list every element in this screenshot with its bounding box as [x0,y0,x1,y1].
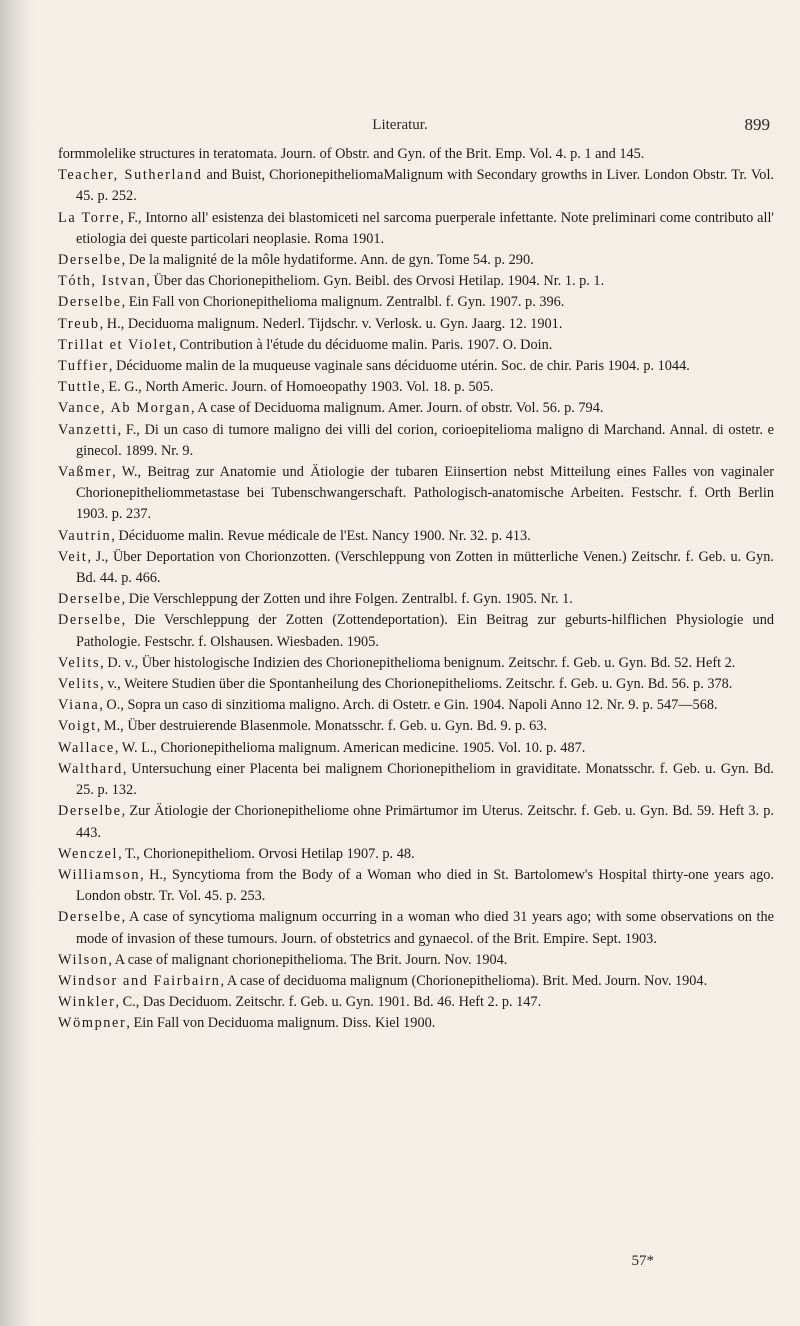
reference-text: , H., Syncytioma from the Body of a Woman who died in St. Bartolomew's Hospital thirty-one years ago. London obstr. Tr. Vol. 45. p. 253. [76,866,774,905]
reference-author: Vance, Ab Morgan [58,400,191,417]
reference-entry [58,759,774,801]
reference-entry [58,271,774,292]
page-gutter-shadow [0,0,34,1326]
reference-entry [58,250,774,271]
reference-entry [58,165,774,207]
reference-author: Vaßmer [58,464,113,481]
reference-author: Veit [58,548,88,565]
reference-text: , A case of syncytioma malignum occurring in a woman who died 31 years ago; with some observations on the mode of invasion of these tumours. Journ. of obstetrics and gynaecol. of the Brit. Empire. Sept. 1903. [76,909,774,947]
reference-entry [58,314,774,335]
reference-author: Treub [58,315,100,332]
page-number: 899 [744,115,770,134]
reference-author: Velits [58,654,101,671]
reference-text: , M., Über destruierende Blasenmole. Monatsschr. f. Geb. u. Gyn. Bd. 9. p. 63. [96,718,548,735]
reference-text: , W. L., Chorionepithelioma malignum. American medicine. 1905. Vol. 10. p. 487. [114,739,586,756]
reference-entry [58,589,774,610]
reference-author: Walthard [58,760,123,777]
reference-text: , O., Sopra un caso di sinzitioma maligno. Arch. di Ostetr. e Gin. 1904. Napoli Anno 12. Nr. 9. p. 547—568. [99,697,718,714]
reference-entry [58,1013,774,1034]
reference-entry [58,653,774,674]
reference-text: , Ein Fall von Chorionepithelioma malignum. Zentralbl. f. Gyn. 1907. p. 396. [121,294,565,311]
reference-author: Derselbe [58,591,122,608]
reference-entry [58,950,774,971]
reference-entry [58,738,774,759]
reference-author: Velits [58,676,101,693]
reference-author: Wilson [58,951,109,968]
reference-entry [58,865,774,907]
running-title: Literatur. [372,117,428,133]
reference-text: formmolelike structures in teratomata. Journ. of Obstr. and Gyn. of the Brit. Emp. Vol. 4. p. 1 and 145. [58,146,645,162]
reference-author: Trillat et Violet [58,336,173,353]
reference-text: , Contribution à l'étude du déciduome malin. Paris. 1907. O. Doin. [172,336,553,353]
reference-text: , Déciduome malin. Revue médicale de l'Est. Nancy 1900. Nr. 32. p. 413. [111,527,531,544]
reference-text: , C., Das Deciduom. Zeitschr. f. Geb. u. Gyn. 1901. Bd. 46. Heft 2. p. 147. [115,994,542,1011]
reference-entry [58,377,774,398]
reference-author: Wallace [58,739,115,756]
reference-author: Windsor and Fairbairn [58,972,221,989]
reference-author: Derselbe [58,294,122,311]
signature-mark: 57* [631,1253,654,1269]
reference-author: Wömpner [58,1015,127,1032]
reference-author: Tuffier [58,358,109,375]
reference-entry [58,674,774,695]
reference-entry [58,335,774,356]
reference-entry [58,144,774,165]
reference-text: , A case of deciduoma malignum (Chorionepithelioma). Brit. Med. Journ. Nov. 1904. [220,972,708,989]
reference-entry [58,208,774,250]
reference-entry [58,801,774,843]
reference-entry [58,716,774,737]
reference-author: Vautrin [58,527,112,544]
reference-text: , Über das Chorionepitheliom. Gyn. Beibl. des Orvosi Hetilap. 1904. Nr. 1. p. 1. [146,273,605,290]
reference-text: , Ein Fall von Deciduoma malignum. Diss. Kiel 1900. [126,1015,436,1032]
reference-text: , A case of malignant chorionepithelioma. The Brit. Journ. Nov. 1904. [108,951,508,968]
reference-entry [58,992,774,1013]
reference-author: Derselbe [58,612,122,629]
reference-author: Tóth, Istvan [58,273,147,290]
reference-entry [58,420,774,462]
reference-text: , v., Weitere Studien über die Spontanheilung des Chorionepithelioms. Zeitschr. f. Geb. u. Gyn. Bd. 56. p. 378. [100,676,733,693]
reference-entry [58,526,774,547]
reference-text: , H., Deciduoma malignum. Nederl. Tijdschr. v. Verlosk. u. Gyn. Jaarg. 12. 1901. [99,315,563,332]
reference-entry [58,844,774,865]
reference-author: Viana [58,697,100,714]
running-header [0,117,800,137]
reference-text: , D. v., Über histologische Indizien des Chorionepithelioma benignum. Zeitschr. f. Geb. u. Gyn. Bd. 52. Heft 2. [100,654,736,671]
reference-author: Tuttle [58,379,102,396]
reference-entry [58,356,774,377]
reference-author: Wenczel [58,845,119,862]
reference-author: Vanzetti [58,421,118,438]
reference-text: , T., Chorionepitheliom. Orvosi Hetilap 1907. p. 48. [118,845,415,862]
reference-entry [58,695,774,716]
reference-text: , De la malignité de la môle hydatiforme. Ann. de gyn. Tome 54. p. 290. [121,252,534,269]
reference-text: , Die Verschleppung der Zotten und ihre Folgen. Zentralbl. f. Gyn. 1905. Nr. 1. [121,591,573,608]
reference-text: , Untersuchung einer Placenta bei malignem Chorionepitheliom in graviditate. Monatsschr. f. Geb. u. Gyn. Bd. 25. p. 132. [76,760,774,799]
reference-author: Derselbe [58,909,122,926]
reference-text: , F., Intorno all' esistenza dei blastomiceti nel sarcoma puerperale infettante. Note preliminari come contributo all' etiologia dei queste particolari neoplasie. Roma 1901. [76,209,774,247]
reference-author: Voigt [58,718,97,735]
reference-author: Williamson [58,866,141,883]
reference-text: , A case of Deciduoma malignum. Amer. Journ. of obstr. Vol. 56. p. 794. [190,400,604,417]
reference-text: , F., Di un caso di tumore maligno dei villi del corion, corioepitelioma maligno di Marchand. Annal. di ostetr. e ginecol. 1899. Nr. 9. [76,421,774,459]
reference-text: and Buist, ChorionepitheliomaMalignum with Secondary growths in Liver. London Obstr. Tr. Vol. 45. p. 252. [76,167,774,205]
reference-entry [58,398,774,419]
reference-text: , Zur Ätiologie der Chorionepitheliome ohne Primärtumor im Uterus. Zeitschr. f. Geb. u. Gyn. Bd. 59. Heft 3. p. 443. [76,803,774,841]
reference-text: , Die Verschleppung der Zotten (Zottendeportation). Ein Beitrag zur geburts-hilflichen Physiologie und Pathologie. Festschr. f. Olshausen. Wiesbaden. 1905. [76,612,774,650]
reference-author: Derselbe [58,252,122,269]
reference-text: , Déciduome malin de la muqueuse vaginale sans déciduome utérin. Soc. de chir. Paris 1904. p. 1044. [108,358,690,375]
reference-text: , E. G., North Americ. Journ. of Homoeopathy 1903. Vol. 18. p. 505. [101,379,494,396]
reference-text: , J., Über Deportation von Chorionzotten. (Verschleppung von Zotten in mütterliche Venen.) Zeitschr. f. Geb. u. Gyn. Bd. 44. p. 466. [76,548,774,587]
reference-author: Derselbe [58,803,122,820]
reference-author: Winkler [58,994,116,1011]
reference-author: La Torre [58,209,121,226]
reference-entry [58,462,774,526]
reference-entry [58,907,774,949]
reference-entry [58,547,774,589]
reference-author: Teacher, Sutherland [58,167,203,184]
reference-text: , W., Beitrag zur Anatomie und Ätiologie der tubaren Eiinsertion nebst Mitteilung eines Falles von vaginaler Chorionepitheliommetastase bei Tubenschwangerschaft. Pathologisch-anatomische Arbeiten. Festschr. f. Orth Berlin 1903. p. 237. [76,464,774,523]
reference-list [58,144,774,1035]
reference-entry [58,610,774,652]
reference-entry [58,971,774,992]
reference-entry [58,292,774,313]
